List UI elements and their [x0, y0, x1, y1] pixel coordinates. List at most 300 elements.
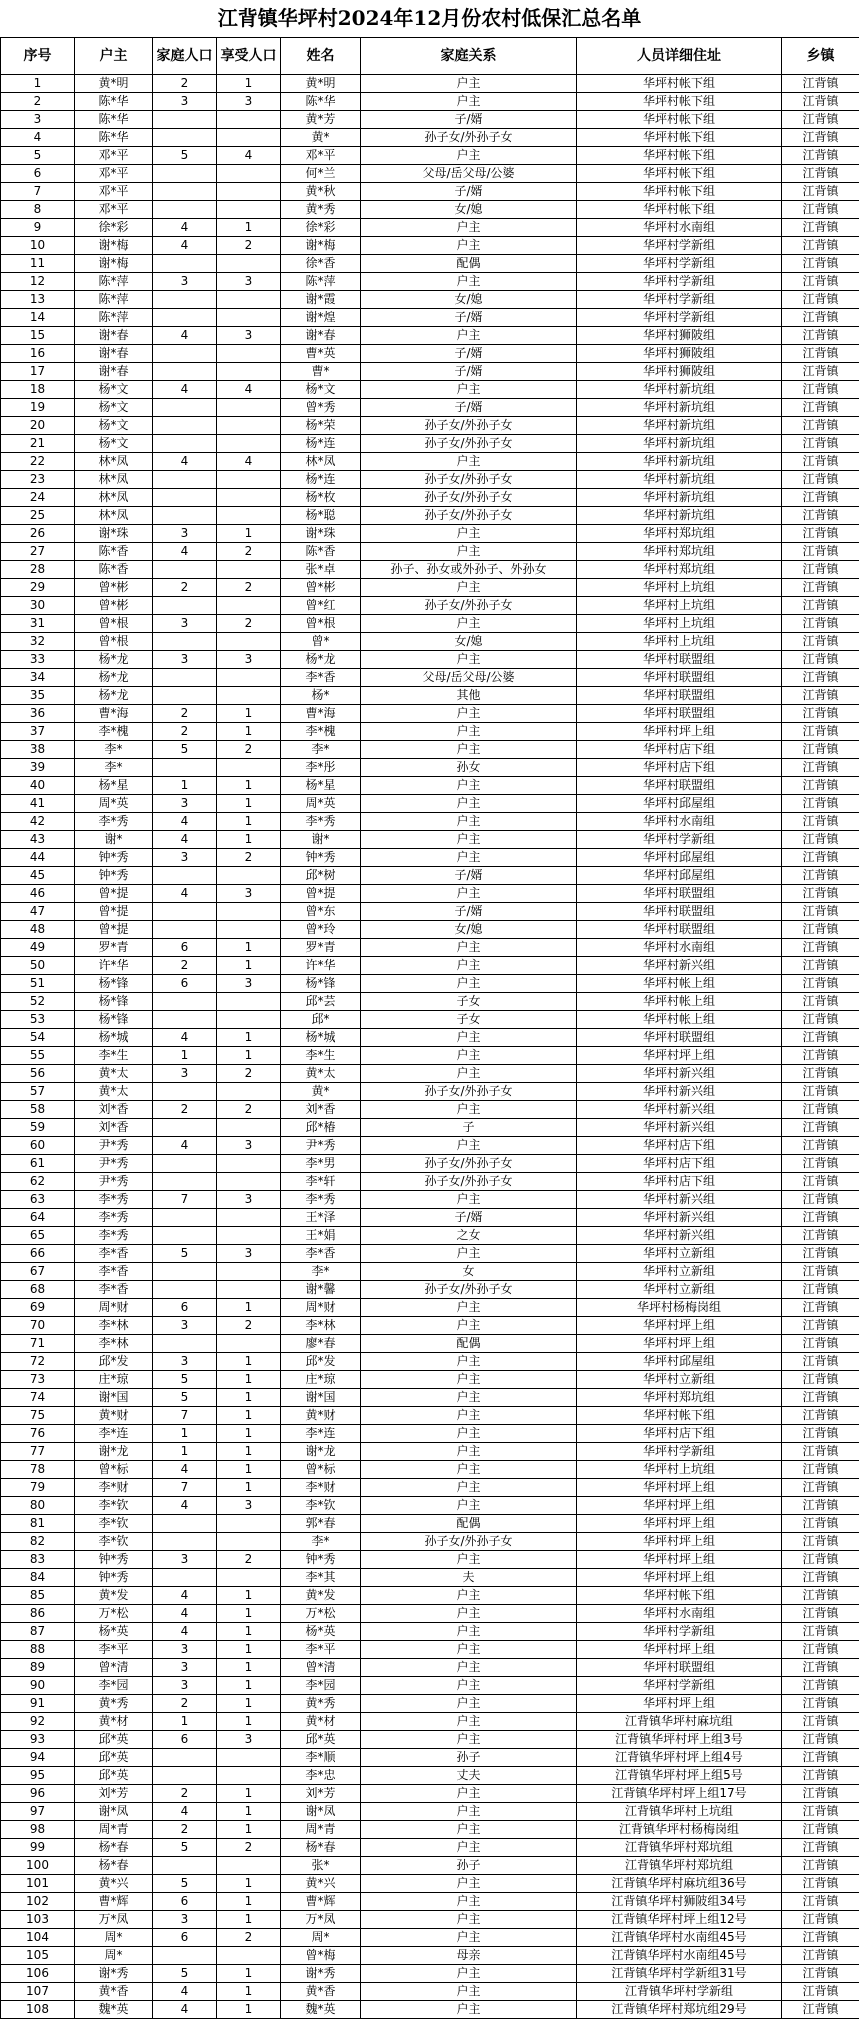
table-row	[1, 453, 859, 471]
table-cell: 谢*霞	[281, 291, 361, 309]
table-cell: 1	[217, 1461, 281, 1479]
table-cell: 3	[217, 651, 281, 669]
table-cell: 江背镇	[782, 1569, 859, 1587]
table-row	[1, 219, 859, 237]
table-cell: 华坪村上坑组	[577, 597, 782, 615]
table-cell: 1	[217, 831, 281, 849]
table-cell: 江背镇	[782, 399, 859, 417]
table-cell: 江背镇华坪村郑坑组	[577, 1857, 782, 1875]
table-cell: 配偶	[361, 1515, 577, 1533]
table-cell: 江背镇	[782, 2001, 859, 2019]
table-cell: 1	[217, 1677, 281, 1695]
table-cell	[153, 507, 217, 525]
table-row	[1, 1209, 859, 1227]
table-cell	[153, 255, 217, 273]
table-cell: 户主	[361, 579, 577, 597]
table-cell: 户主	[361, 1875, 577, 1893]
table-cell: 谢*凤	[281, 1803, 361, 1821]
table-row	[1, 327, 859, 345]
table-cell: 户主	[361, 885, 577, 903]
table-cell: 108	[1, 2001, 75, 2019]
table-cell: 21	[1, 435, 75, 453]
table-cell: 孙子女/外孙子女	[361, 507, 577, 525]
table-cell: 55	[1, 1047, 75, 1065]
table-cell: 江背镇	[782, 1515, 859, 1533]
table-cell: 62	[1, 1173, 75, 1191]
table-cell: 29	[1, 579, 75, 597]
table-row	[1, 1119, 859, 1137]
table-cell	[153, 363, 217, 381]
table-cell: 华坪村立新组	[577, 1263, 782, 1281]
table-cell: 陈*华	[75, 111, 153, 129]
table-cell: 杨*荣	[281, 417, 361, 435]
table-cell: 林*凤	[281, 453, 361, 471]
table-cell: 1	[217, 1983, 281, 2001]
table-cell: 江背镇	[782, 831, 859, 849]
table-cell: 孙子女/外孙子女	[361, 129, 577, 147]
document-title: 江背镇华坪村2024年12月份农村低保汇总名单	[0, 0, 859, 37]
table-cell: 户主	[361, 957, 577, 975]
table-cell: 杨*城	[75, 1029, 153, 1047]
table-cell: 江背镇华坪村坪上组17号	[577, 1785, 782, 1803]
table-cell: 1	[217, 957, 281, 975]
table-cell	[153, 993, 217, 1011]
table-cell: 户主	[361, 1047, 577, 1065]
table-cell: 曾*清	[281, 1659, 361, 1677]
table-cell: 江背镇	[782, 1785, 859, 1803]
table-cell: 1	[217, 1695, 281, 1713]
table-cell: 万*凤	[281, 1911, 361, 1929]
column-header: 家庭人口	[153, 38, 217, 75]
table-cell: 户主	[361, 1713, 577, 1731]
table-cell: 江背镇华坪村坪上组4号	[577, 1749, 782, 1767]
table-cell: 杨*城	[281, 1029, 361, 1047]
table-cell: 曾*提	[281, 885, 361, 903]
table-cell: 华坪村坪上组	[577, 1641, 782, 1659]
table-cell: 黄*发	[281, 1587, 361, 1605]
table-cell: 3	[153, 1065, 217, 1083]
table-cell: 李*香	[75, 1281, 153, 1299]
table-cell: 江背镇	[782, 201, 859, 219]
table-cell: 黄*兴	[75, 1875, 153, 1893]
table-cell: 李*男	[281, 1155, 361, 1173]
table-cell: 邱*树	[281, 867, 361, 885]
table-cell: 4	[217, 381, 281, 399]
table-cell: 华坪村帐下组	[577, 129, 782, 147]
table-cell: 江背镇	[782, 327, 859, 345]
table-cell: 50	[1, 957, 75, 975]
table-cell: 李*槐	[75, 723, 153, 741]
table-cell: 李*平	[75, 1641, 153, 1659]
table-cell: 96	[1, 1785, 75, 1803]
table-cell: 孙子女/外孙子女	[361, 471, 577, 489]
table-cell: 曾*彬	[75, 579, 153, 597]
table-cell: 3	[153, 795, 217, 813]
table-cell: 江背镇	[782, 1965, 859, 1983]
table-cell: 3	[217, 1731, 281, 1749]
table-cell: 黄*财	[281, 1407, 361, 1425]
table-cell: 户主	[361, 1587, 577, 1605]
table-cell: 67	[1, 1263, 75, 1281]
table-cell: 69	[1, 1299, 75, 1317]
table-cell: 邱*椿	[281, 1119, 361, 1137]
table-cell: 杨*文	[75, 381, 153, 399]
table-cell: 61	[1, 1155, 75, 1173]
table-row	[1, 615, 859, 633]
table-cell: 华坪村联盟组	[577, 903, 782, 921]
table-cell: 6	[1, 165, 75, 183]
table-cell: 曾*提	[75, 885, 153, 903]
table-cell: 43	[1, 831, 75, 849]
table-cell	[217, 633, 281, 651]
table-cell: 华坪村坪上组	[577, 1317, 782, 1335]
table-cell: 曹*海	[281, 705, 361, 723]
table-cell: 6	[153, 1893, 217, 1911]
table-cell: 李*连	[75, 1425, 153, 1443]
table-cell: 户主	[361, 1551, 577, 1569]
table-row	[1, 1227, 859, 1245]
table-cell: 周*	[75, 1947, 153, 1965]
table-cell: 张*卓	[281, 561, 361, 579]
table-cell: 江背镇	[782, 741, 859, 759]
table-cell: 户主	[361, 1065, 577, 1083]
table-row	[1, 1353, 859, 1371]
table-cell: 华坪村帐下组	[577, 111, 782, 129]
table-cell: 其他	[361, 687, 577, 705]
table-cell: 江背镇	[782, 129, 859, 147]
table-cell: 子/婿	[361, 1209, 577, 1227]
table-cell: 1	[217, 1911, 281, 1929]
table-cell: 罗*青	[281, 939, 361, 957]
table-cell: 陈*萍	[75, 309, 153, 327]
table-cell: 李*钦	[75, 1533, 153, 1551]
table-cell: 户主	[361, 75, 577, 93]
table-cell	[153, 291, 217, 309]
table-cell: 华坪村学新组	[577, 237, 782, 255]
table-row	[1, 1425, 859, 1443]
table-cell: 53	[1, 1011, 75, 1029]
table-cell: 江背镇	[782, 1209, 859, 1227]
table-cell: 杨*龙	[75, 687, 153, 705]
table-cell	[153, 183, 217, 201]
table-cell: 户主	[361, 1245, 577, 1263]
table-row	[1, 705, 859, 723]
table-cell: 华坪村帐下组	[577, 147, 782, 165]
table-cell: 华坪村新坑组	[577, 435, 782, 453]
table-cell: 华坪村立新组	[577, 1371, 782, 1389]
table-cell: 103	[1, 1911, 75, 1929]
table-cell: 江背镇	[782, 1947, 859, 1965]
table-cell: 江背镇	[782, 1551, 859, 1569]
table-cell	[217, 489, 281, 507]
table-cell: 谢*煌	[281, 309, 361, 327]
table-cell: 江背镇	[782, 1929, 859, 1947]
table-cell: 江背镇	[782, 1533, 859, 1551]
table-cell: 户主	[361, 1983, 577, 2001]
table-cell	[217, 1173, 281, 1191]
table-cell: 1	[217, 1803, 281, 1821]
table-row	[1, 759, 859, 777]
table-cell: 6	[153, 939, 217, 957]
table-cell: 曹*辉	[75, 1893, 153, 1911]
table-cell: 陈*香	[281, 543, 361, 561]
table-cell: 曾*彬	[75, 597, 153, 615]
table-cell: 李*	[75, 741, 153, 759]
table-cell	[153, 669, 217, 687]
table-cell: 江背镇	[782, 1407, 859, 1425]
table-row	[1, 1749, 859, 1767]
table-cell: 4	[1, 129, 75, 147]
table-cell: 5	[153, 741, 217, 759]
table-cell: 2	[217, 1929, 281, 1947]
table-cell: 2	[217, 849, 281, 867]
table-cell: 江背镇	[782, 903, 859, 921]
table-cell: 子女	[361, 1011, 577, 1029]
table-cell: 江背镇	[782, 1677, 859, 1695]
table-cell: 81	[1, 1515, 75, 1533]
table-cell: 李*香	[75, 1263, 153, 1281]
table-cell: 华坪村店下组	[577, 1137, 782, 1155]
table-cell: 李*连	[281, 1425, 361, 1443]
table-cell: 6	[153, 1731, 217, 1749]
column-header: 人员详细住址	[577, 38, 782, 75]
table-cell: 20	[1, 417, 75, 435]
table-cell: 魏*英	[75, 2001, 153, 2019]
table-cell: 江背镇华坪村坪上组12号	[577, 1911, 782, 1929]
table-cell: 1	[217, 1785, 281, 1803]
table-cell: 华坪村店下组	[577, 759, 782, 777]
table-cell: 徐*彩	[281, 219, 361, 237]
table-cell: 江背镇	[782, 1443, 859, 1461]
table-cell	[217, 1767, 281, 1785]
table-cell: 101	[1, 1875, 75, 1893]
table-cell: 黄*太	[75, 1083, 153, 1101]
table-row	[1, 651, 859, 669]
table-cell: 子/婿	[361, 363, 577, 381]
table-cell: 华坪村坪上组	[577, 1569, 782, 1587]
table-row	[1, 1155, 859, 1173]
table-cell: 曾*提	[75, 903, 153, 921]
table-cell	[217, 903, 281, 921]
table-cell: 93	[1, 1731, 75, 1749]
table-cell: 华坪村上坑组	[577, 579, 782, 597]
table-cell: 黄*太	[281, 1065, 361, 1083]
table-cell: 1	[153, 1443, 217, 1461]
table-cell: 子	[361, 1119, 577, 1137]
table-cell: 2	[217, 1839, 281, 1857]
table-cell: 户主	[361, 1497, 577, 1515]
table-cell: 户主	[361, 849, 577, 867]
table-cell	[217, 255, 281, 273]
table-cell: 江背镇	[782, 867, 859, 885]
table-cell: 配偶	[361, 255, 577, 273]
table-row	[1, 1533, 859, 1551]
table-cell: 4	[153, 381, 217, 399]
table-cell: 华坪村新兴组	[577, 1065, 782, 1083]
table-cell: 江背镇	[782, 1191, 859, 1209]
table-cell: 杨*星	[75, 777, 153, 795]
table-cell: 85	[1, 1587, 75, 1605]
table-cell: 6	[153, 975, 217, 993]
table-cell: 3	[217, 885, 281, 903]
table-cell: 谢*秀	[281, 1965, 361, 1983]
table-cell: 邓*平	[75, 201, 153, 219]
table-cell	[217, 1569, 281, 1587]
table-cell: 华坪村联盟组	[577, 921, 782, 939]
table-cell: 子/婿	[361, 399, 577, 417]
table-cell	[217, 993, 281, 1011]
table-cell: 曾*清	[75, 1659, 153, 1677]
table-row	[1, 1587, 859, 1605]
table-cell: 江背镇	[782, 183, 859, 201]
table-row	[1, 633, 859, 651]
table-cell: 1	[217, 1479, 281, 1497]
table-cell: 户主	[361, 219, 577, 237]
table-cell: 3	[153, 1317, 217, 1335]
table-cell: 江背镇	[782, 759, 859, 777]
table-cell: 邓*平	[281, 147, 361, 165]
table-cell: 江背镇	[782, 1281, 859, 1299]
table-cell: 23	[1, 471, 75, 489]
table-cell: 63	[1, 1191, 75, 1209]
table-cell: 李*	[75, 759, 153, 777]
table-cell: 江背镇	[782, 1767, 859, 1785]
table-cell: 夫	[361, 1569, 577, 1587]
table-cell: 5	[153, 1389, 217, 1407]
table-cell: 子/婿	[361, 183, 577, 201]
table-cell: 84	[1, 1569, 75, 1587]
table-cell: 曹*英	[281, 345, 361, 363]
table-cell: 3	[153, 651, 217, 669]
table-row	[1, 345, 859, 363]
table-cell: 江背镇	[782, 309, 859, 327]
table-cell: 江背镇	[782, 1299, 859, 1317]
table-cell	[217, 1227, 281, 1245]
table-cell: 江背镇	[782, 165, 859, 183]
table-cell: 户主	[361, 1443, 577, 1461]
table-cell: 谢*凤	[75, 1803, 153, 1821]
table-cell	[153, 309, 217, 327]
table-cell	[153, 435, 217, 453]
table-cell: 女/媳	[361, 201, 577, 219]
table-cell: 2	[217, 579, 281, 597]
table-cell: 华坪村联盟组	[577, 687, 782, 705]
table-cell: 谢*珠	[281, 525, 361, 543]
table-cell: 32	[1, 633, 75, 651]
table-row	[1, 1083, 859, 1101]
table-cell: 江背镇	[782, 1857, 859, 1875]
table-cell: 华坪村学新组	[577, 291, 782, 309]
table-cell: 陈*华	[75, 129, 153, 147]
table-cell: 杨*锋	[281, 975, 361, 993]
table-cell: 2	[153, 1101, 217, 1119]
table-cell	[217, 201, 281, 219]
table-cell: 江背镇	[782, 363, 859, 381]
table-cell	[153, 867, 217, 885]
table-cell: 李*	[281, 741, 361, 759]
table-cell	[217, 129, 281, 147]
table-cell: 华坪村帐下组	[577, 75, 782, 93]
table-cell: 15	[1, 327, 75, 345]
table-cell: 华坪村店下组	[577, 1155, 782, 1173]
table-cell: 2	[217, 1065, 281, 1083]
table-row	[1, 1605, 859, 1623]
table-row	[1, 1857, 859, 1875]
table-cell: 95	[1, 1767, 75, 1785]
table-cell: 1	[217, 1587, 281, 1605]
table-cell	[153, 345, 217, 363]
table-cell	[217, 309, 281, 327]
table-cell	[217, 435, 281, 453]
table-cell: 江背镇	[782, 813, 859, 831]
table-cell: 黄*兴	[281, 1875, 361, 1893]
table-cell: 李*秀	[75, 1191, 153, 1209]
table-cell: 2	[153, 1695, 217, 1713]
table-cell: 户主	[361, 741, 577, 759]
table-cell: 孙子女/外孙子女	[361, 1083, 577, 1101]
table-cell: 5	[153, 1371, 217, 1389]
table-cell: 江背镇	[782, 1695, 859, 1713]
table-cell: 华坪村邱屋组	[577, 1353, 782, 1371]
table-cell: 华坪村郑坑组	[577, 561, 782, 579]
table-cell: 江背镇	[782, 579, 859, 597]
table-cell: 庄*琼	[281, 1371, 361, 1389]
table-cell: 57	[1, 1083, 75, 1101]
table-cell	[153, 903, 217, 921]
table-cell: 户主	[361, 1389, 577, 1407]
table-row	[1, 1551, 859, 1569]
table-cell: 母亲	[361, 1947, 577, 1965]
table-cell: 户主	[361, 813, 577, 831]
table-row	[1, 1173, 859, 1191]
table-cell: 邓*平	[75, 147, 153, 165]
recipient-table	[0, 37, 859, 2019]
table-cell: 14	[1, 309, 75, 327]
table-cell: 江背镇华坪村水南组45号	[577, 1929, 782, 1947]
table-row	[1, 1011, 859, 1029]
table-cell: 陈*华	[281, 93, 361, 111]
table-cell: 户主	[361, 1191, 577, 1209]
table-cell	[153, 1281, 217, 1299]
table-cell: 49	[1, 939, 75, 957]
table-cell: 3	[217, 273, 281, 291]
table-cell: 李*钦	[281, 1497, 361, 1515]
table-cell: 配偶	[361, 1335, 577, 1353]
table-cell: 77	[1, 1443, 75, 1461]
table-cell	[217, 867, 281, 885]
table-cell: 4	[153, 813, 217, 831]
table-cell: 江背镇	[782, 543, 859, 561]
table-cell: 之女	[361, 1227, 577, 1245]
table-cell: 李*	[281, 1263, 361, 1281]
table-cell: 邱*芸	[281, 993, 361, 1011]
table-cell: 江背镇	[782, 1317, 859, 1335]
table-cell: 杨*春	[75, 1839, 153, 1857]
table-cell	[217, 669, 281, 687]
table-cell: 户主	[361, 1317, 577, 1335]
table-cell: 江背镇	[782, 633, 859, 651]
table-cell: 30	[1, 597, 75, 615]
table-cell: 何*兰	[281, 165, 361, 183]
table-cell: 谢*梅	[75, 255, 153, 273]
table-cell: 22	[1, 453, 75, 471]
table-cell: 刘*芳	[281, 1785, 361, 1803]
table-cell: 江背镇	[782, 1497, 859, 1515]
table-row	[1, 1929, 859, 1947]
table-cell: 华坪村坪上组	[577, 1695, 782, 1713]
table-cell: 1	[217, 1389, 281, 1407]
table-cell: 黄*明	[75, 75, 153, 93]
